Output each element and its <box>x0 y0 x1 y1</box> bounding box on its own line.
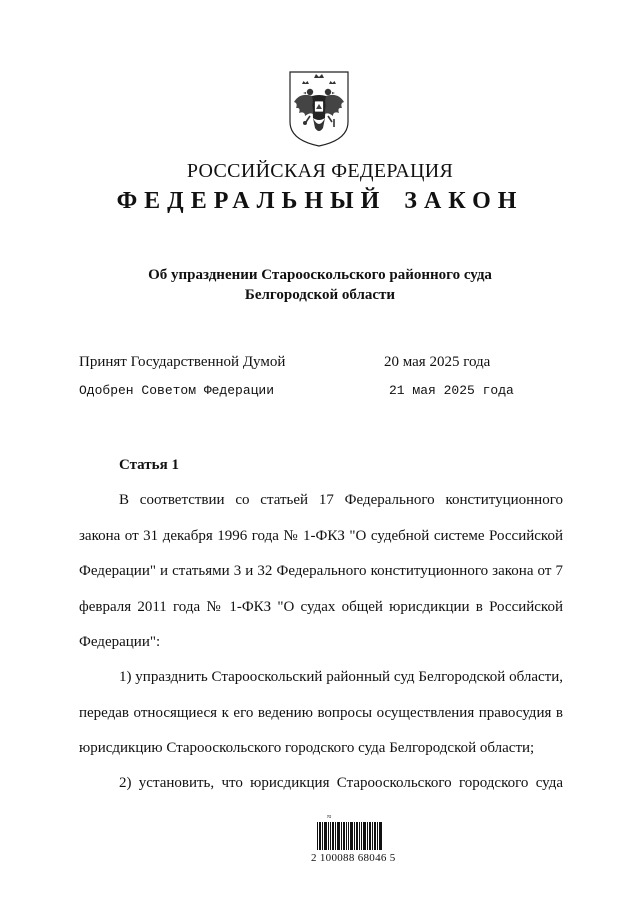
article-intro-paragraph: В соответствии со статьей 17 Федерального конституционного закона от 31 декабря 1996 года № 1-ФКЗ "О судебной системе Российской Федерации" и статьями 3 и 32 Федерального конституционного закона от 7 февраля 2011 года № 1-ФКЗ "О судах общей юрисдикции в Российской Федерации": <box>79 492 563 650</box>
council-approval-row <box>79 383 559 403</box>
barcode-mark-icon: ≈ <box>327 812 332 821</box>
law-title-line1: Об упразднении Старооскольского районного суда <box>148 267 492 283</box>
duma-adoption-row <box>79 354 559 374</box>
law-title-line2: Белгородской области <box>244 287 396 303</box>
country-name: РОССИЙСКАЯ ФЕДЕРАЦИЯ <box>186 160 454 182</box>
law-type-word-federal: ФЕДЕРАЛЬНЫЙ <box>116 188 387 214</box>
article-heading: Статья 1 <box>119 457 179 473</box>
barcode <box>311 812 563 877</box>
duma-adoption-date: 20 мая 2025 года <box>384 354 491 370</box>
coat-of-arms-icon <box>288 70 350 148</box>
article-item-1: 1) упразднить Старооскольский районный суд Белгородской области, передав относящиеся к его ведению вопросы осуществления правосудия в юрисдикцию Старооскольского городского суда Белгородской области; <box>79 669 563 756</box>
law-type-word-law: ЗАКОН <box>404 188 524 214</box>
article-item-2: 2) установить, что юрисдикция Старооскольского городского суда <box>119 775 563 791</box>
council-approval-label: Одобрен Советом Федерации <box>79 383 275 398</box>
council-approval-date: 21 мая 2025 года <box>389 383 514 398</box>
barcode-number: 2 100088 68046 5 <box>311 852 396 864</box>
barcode-icon <box>317 822 383 850</box>
law-title <box>100 265 540 305</box>
duma-adoption-label: Принят Государственной Думой <box>79 354 286 370</box>
law-type <box>0 188 640 215</box>
